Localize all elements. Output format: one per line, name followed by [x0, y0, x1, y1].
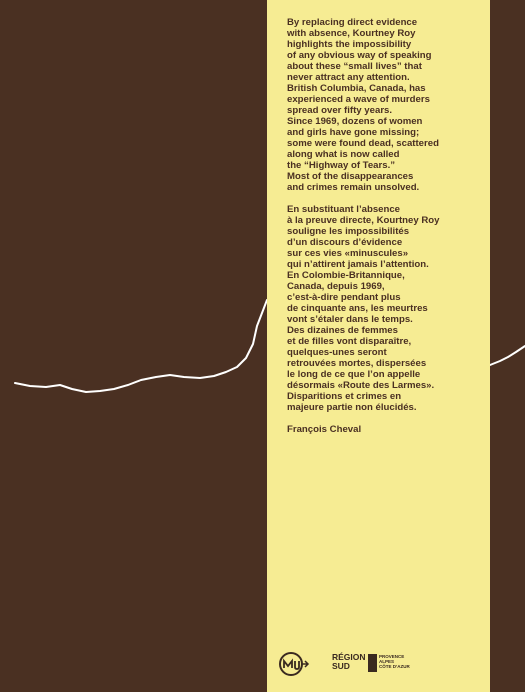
- author-name: François Cheval: [287, 424, 362, 435]
- region-mark-icon: [368, 654, 377, 672]
- region-logo-text: RÉGION SUD: [332, 652, 366, 671]
- text-panel: [267, 0, 490, 692]
- french-paragraph: En substituant l’absence à la preuve directe, Kourtney Roy souligne les impossibilités d’un discours d’évidence sur ces vies «minuscules» qui n’attirent jamais l’attention. En Colombie-Britannique, Canada, depuis 1969, c’est-à-dire pendant plus de cinquante ans, les meurtres vont s’étaler dans le temps. Des dizaines de femmes et de filles vont disparaître, quelques-unes seront retrouvées mortes, dispersées le long de ce que l’on appelle désormais «Route des Larmes». Disparitions et crimes en majeure partie non élucidés.: [287, 204, 440, 413]
- circle-logo-icon: [277, 650, 313, 680]
- english-paragraph: By replacing direct evidence with absence, Kourtney Roy highlights the impossibility of any obvious way of speaking about these “small lives” that never attract any attention. British Columbia, Canada, has experienced a wave of murders spread over fifty years. Since 1969, dozens of women and girls have gone missing; some were found dead, scattered along what is now called the “Highway of Tears.” Most of the disappearances and crimes remain unsolved.: [287, 17, 439, 193]
- region-subtitle: PROVENCE ALPES CÔTE D’AZUR: [379, 654, 410, 670]
- text-block: [287, 17, 485, 435]
- logo-strip: [277, 650, 477, 682]
